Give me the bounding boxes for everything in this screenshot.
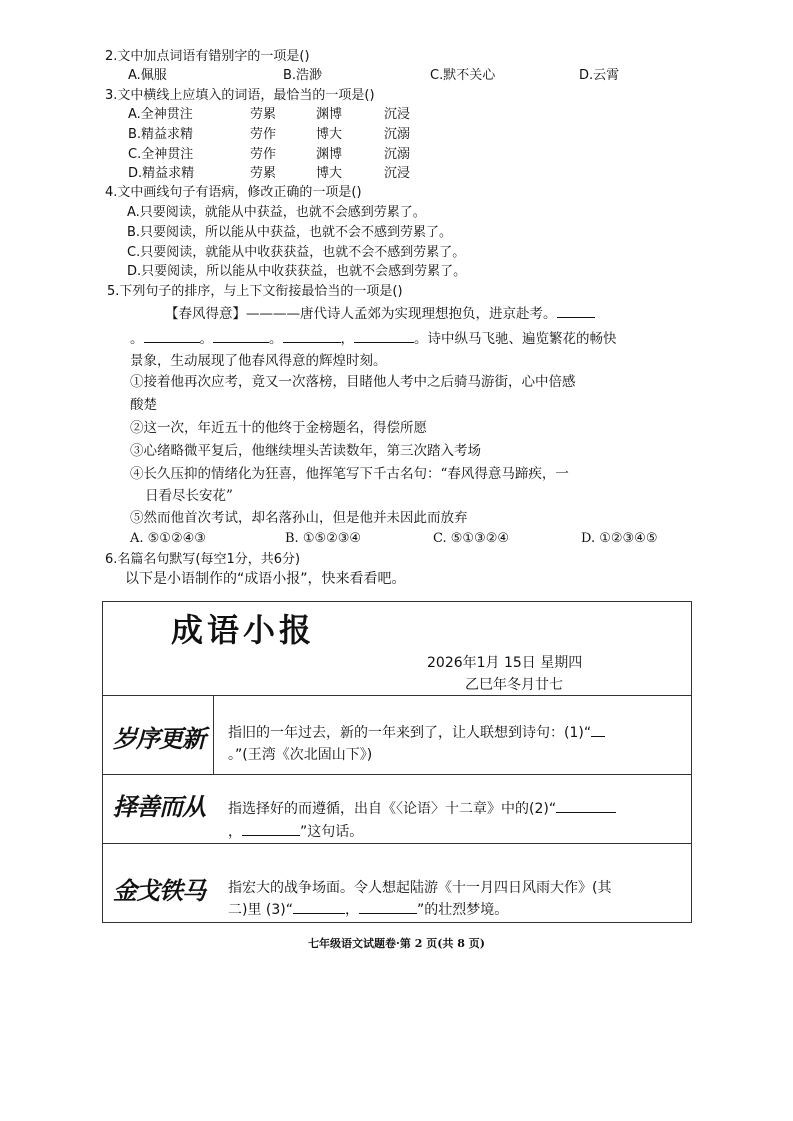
q5-passage-text-2: 。诗中纵马飞驰、遍览繁花的畅快 bbox=[414, 331, 617, 347]
idiom-calligraphy-2: 择善而从 bbox=[113, 792, 205, 821]
column-divider bbox=[213, 695, 214, 774]
q3-d-1: D.精益求精 bbox=[128, 166, 195, 181]
q4-option-c: C.只要阅读，就能从中收获获益，也就不会不感到劳累了。 bbox=[127, 245, 466, 260]
q5-sentence-2: ②这一次，年近五十的他终于金榜题名，得偿所愿 bbox=[130, 420, 427, 436]
idiom-desc-2-tail: ”这句话。 bbox=[300, 824, 364, 840]
q4-option-a: A.只要阅读，就能从中获益，也就不会感到劳累了。 bbox=[127, 205, 426, 220]
q4-option-d: D.只要阅读，所以能从中收获获益，也就不会感到劳累了。 bbox=[127, 264, 467, 279]
q5-sentence-4b: 日看尽长安花” bbox=[145, 488, 233, 504]
q3-b-1: B.精益求精 bbox=[128, 127, 194, 142]
q3-b-2: 劳作 bbox=[250, 127, 277, 142]
q5-option-c: C. ⑤①③②④ bbox=[433, 531, 510, 546]
q5-passage-line-1 bbox=[165, 303, 595, 324]
q2-option-d: D.云霄 bbox=[579, 68, 620, 83]
newspaper-date: 2026年1月 15日 星期四 bbox=[427, 655, 583, 671]
answer-blank-2a[interactable] bbox=[556, 798, 616, 813]
q5-sentence-4a: ④长久压抑的情绪化为狂喜，他挥笔写下千古名句：“春风得意马蹄疾，一 bbox=[130, 466, 569, 482]
q5-punct-2: 。 bbox=[199, 331, 213, 347]
q3-d-2: 劳累 bbox=[250, 166, 277, 181]
q3-a-1: A.全神贯注 bbox=[128, 107, 193, 122]
q5-sentence-1a: ①接着他再次应考，竟又一次落榜，目睹他人考中之后骑马游街，心中倍感 bbox=[130, 374, 576, 390]
divider bbox=[103, 774, 691, 775]
answer-blank-3a[interactable] bbox=[293, 899, 345, 914]
q3-d-4: 沉浸 bbox=[384, 166, 411, 181]
answer-blank-3b[interactable] bbox=[359, 899, 417, 914]
divider bbox=[103, 843, 691, 844]
idiom-calligraphy-1: 岁序更新 bbox=[113, 724, 205, 753]
q5-sentence-1b: 酸楚 bbox=[130, 397, 157, 413]
q4-option-b: B.只要阅读，所以能从中获益，也就不会不感到劳累了。 bbox=[127, 225, 453, 240]
q3-stem: 3.文中横线上应填入的词语，最恰当的一项是() bbox=[105, 88, 375, 103]
answer-blank-1[interactable] bbox=[591, 722, 605, 737]
newspaper-lunar-date: 乙巳年冬月廿七 bbox=[465, 677, 563, 693]
answer-blank[interactable] bbox=[283, 328, 341, 343]
q3-c-3: 渊博 bbox=[316, 147, 343, 162]
idiom-desc-1-line-1 bbox=[228, 722, 605, 744]
q5-option-b: B. ①⑤②③④ bbox=[285, 531, 362, 546]
answer-blank[interactable] bbox=[213, 328, 269, 343]
idiom-desc-2-line-1 bbox=[228, 798, 616, 820]
q5-sentence-5: ⑤然而他首次考试，却名落孙山，但是他并未因此而放弃 bbox=[130, 510, 468, 526]
idiom-desc-3-line-2 bbox=[228, 899, 508, 921]
answer-blank-2b[interactable] bbox=[242, 821, 300, 836]
idiom-desc-3-punct: ， bbox=[345, 902, 359, 918]
q6-stem: 6.名篇名句默写(每空1分，共6分) bbox=[105, 552, 301, 567]
idiom-desc-3-line-1: 指宏大的战争场面。令人想起陆游《十一月四日风雨大作》(其 bbox=[228, 880, 612, 896]
q3-c-2: 劳作 bbox=[250, 147, 277, 162]
idiom-desc-2-text: 指选择好的而遵循，出自《〈论语〉十二章》中的(2)“ bbox=[228, 801, 557, 817]
q2-stem: 2.文中加点词语有错别字的一项是() bbox=[105, 49, 310, 64]
idiom-desc-1-text: 指旧的一年过去，新的一年来到了，让人联想到诗句：(1)“ bbox=[228, 725, 592, 741]
answer-blank[interactable] bbox=[557, 303, 595, 318]
q3-a-3: 渊博 bbox=[316, 107, 343, 122]
idiom-desc-2-line-2 bbox=[228, 821, 363, 843]
q4-stem: 4.文中画线句子有语病，修改正确的一项是() bbox=[105, 185, 362, 200]
q5-passage-text-1: 【春风得意】————唐代诗人孟郊为实现理想抱负，进京赴考。 bbox=[165, 306, 557, 322]
q5-stem: 5.下列句子的排序，与上下文衔接最恰当的一项是() bbox=[107, 284, 403, 299]
q6-intro: 以下是小语制作的“成语小报”，快来看看吧。 bbox=[125, 571, 406, 587]
q3-c-4: 沉溺 bbox=[384, 147, 411, 162]
newspaper-title: 成语小报 bbox=[171, 611, 316, 649]
q3-c-1: C.全神贯注 bbox=[128, 147, 194, 162]
q2-option-b: B.浩渺 bbox=[283, 68, 323, 83]
q5-option-a: A. ⑤①②④③ bbox=[130, 531, 206, 546]
q3-a-2: 劳累 bbox=[250, 107, 277, 122]
divider bbox=[103, 695, 691, 696]
q5-passage-line-2 bbox=[130, 328, 617, 349]
q2-option-c: C.默不关心 bbox=[430, 68, 496, 83]
q5-option-d: D. ①②③④⑤ bbox=[581, 531, 658, 546]
q2-option-a: A.佩服 bbox=[128, 68, 167, 83]
q3-b-4: 沉溺 bbox=[384, 127, 411, 142]
idiom-desc-1-line-2: 。”(王湾《次北固山下》) bbox=[228, 747, 373, 763]
q5-sentence-3: ③心绪略微平复后，他继续埋头苦读数年，第三次踏入考场 bbox=[130, 443, 481, 459]
q3-b-3: 博大 bbox=[316, 127, 343, 142]
q5-punct-1: 。 bbox=[130, 331, 144, 347]
idiom-desc-3-text: 二)里 (3)“ bbox=[228, 902, 293, 918]
page-footer: 七年级语文试题卷·第 2 页(共 8 页) bbox=[308, 937, 485, 950]
idiom-desc-2-punct: ， bbox=[228, 824, 242, 840]
idiom-newspaper bbox=[102, 601, 692, 923]
q5-passage-line-3: 景象，生动展现了他春风得意的辉煌时刻。 bbox=[130, 353, 387, 369]
idiom-desc-3-tail: ”的壮烈梦境。 bbox=[417, 902, 509, 918]
q3-a-4: 沉浸 bbox=[384, 107, 411, 122]
answer-blank[interactable] bbox=[144, 328, 200, 343]
q3-d-3: 博大 bbox=[316, 166, 343, 181]
answer-blank[interactable] bbox=[354, 328, 414, 343]
q5-punct-3: 。 bbox=[269, 331, 283, 347]
idiom-calligraphy-3: 金戈铁马 bbox=[113, 876, 205, 905]
q5-punct-4: ， bbox=[340, 331, 354, 347]
